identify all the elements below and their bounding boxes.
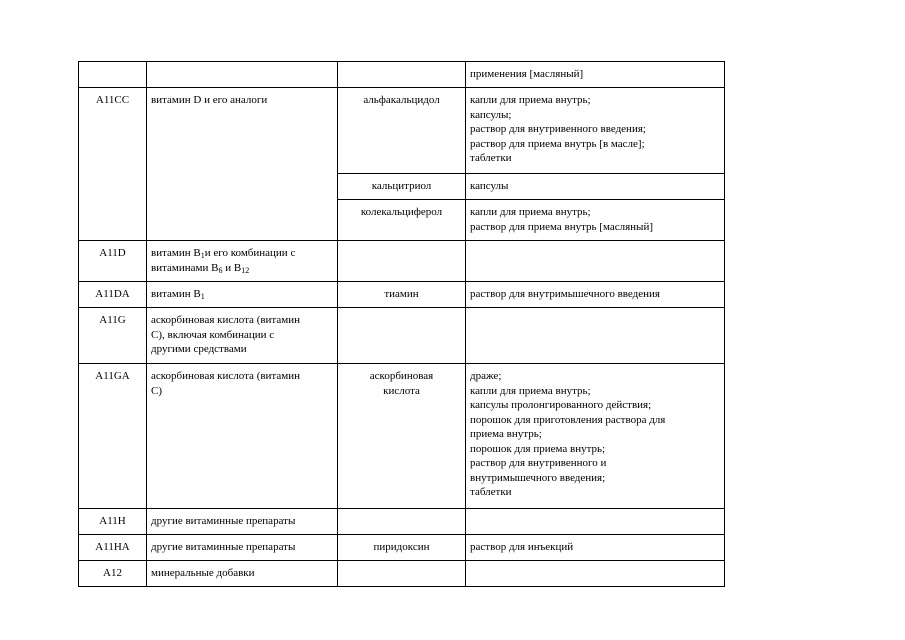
group-line: аскорбиновая кислота (витамин <box>151 314 300 326</box>
table-row <box>79 241 725 282</box>
group-cell: другие витаминные препараты <box>147 509 338 535</box>
group-line: аскорбиновая кислота (витамин <box>151 370 300 382</box>
table-row <box>79 509 725 535</box>
inn-cell <box>338 62 466 88</box>
dosage-form-line: капли для приема внутрь; <box>470 384 591 397</box>
inn-cell: пиридоксин <box>338 535 466 561</box>
inn-line: аскорбиновая <box>369 370 434 382</box>
group-line: витамин $B_1и$ его комбинации с <box>151 247 296 260</box>
table-row <box>79 282 725 308</box>
dosage-form-cell <box>466 561 725 587</box>
dosage-form-line: раствор для приема внутрь [в масле]; <box>470 137 645 150</box>
dosage-form-cell <box>466 282 725 308</box>
dosage-form-cell <box>466 509 725 535</box>
group-cell <box>147 62 338 88</box>
group-cell <box>147 308 338 364</box>
dosage-form-line: порошок для приема внутрь; <box>470 442 606 455</box>
dosage-form-cell <box>466 364 725 509</box>
table-row <box>79 88 725 174</box>
dosage-form-line: драже; <box>470 370 502 382</box>
table-row <box>79 308 725 364</box>
atc-code-cell: A11HA <box>79 535 147 561</box>
dosage-form-line: раствор для приема внутрь [масляный] <box>470 220 653 233</box>
dosage-form-line: раствор для инъекций <box>470 541 574 553</box>
dosage-form-line: порошок для приготовления раствора для <box>470 413 666 426</box>
atc-code-cell <box>79 62 147 88</box>
inn-cell <box>338 509 466 535</box>
group-cell: другие витаминные препараты <box>147 535 338 561</box>
dosage-form-line: раствор для внутривенного введения; <box>470 123 646 135</box>
dosage-form-line: раствор для внутривенного и <box>470 457 607 469</box>
dosage-form-line: капсулы пролонгированного действия; <box>470 399 652 411</box>
dosage-form-cell <box>466 308 725 364</box>
dosage-form-cell <box>466 62 725 88</box>
dosage-form-line: таблетки <box>470 486 512 498</box>
dosage-form-line: капли для приема внутрь; <box>470 94 591 106</box>
table-row <box>79 364 725 509</box>
drug-table <box>78 61 725 587</box>
inn-cell <box>338 561 466 587</box>
group-cell <box>147 364 338 509</box>
dosage-form-line: внутримышечного введения; <box>470 471 606 484</box>
inn-cell: тиамин <box>338 282 466 308</box>
atc-code-cell: A12 <box>79 561 147 587</box>
dosage-form-line: таблетки <box>470 152 512 164</box>
atc-code-cell: A11H <box>79 509 147 535</box>
atc-code-cell: A11CC <box>79 88 147 241</box>
dosage-form-line: применения [масляный] <box>470 68 584 80</box>
table-row <box>79 62 725 88</box>
inn-cell <box>338 241 466 282</box>
dosage-form-cell <box>466 241 725 282</box>
table-row <box>79 561 725 587</box>
atc-code-cell: A11D <box>79 241 147 282</box>
inn-line: кислота <box>383 384 420 397</box>
dosage-form-line: капли для приема внутрь; <box>470 206 591 218</box>
group-cell <box>147 241 338 282</box>
inn-cell <box>338 364 466 509</box>
dosage-form-line: капсулы <box>470 180 509 192</box>
group-line: витаминами $B_6$ и $B_{12}$ <box>151 261 250 275</box>
group-line: C), включая комбинации с <box>151 328 275 341</box>
atc-code-cell: A11GA <box>79 364 147 509</box>
group-cell: витамин D и его аналоги <box>147 88 338 241</box>
dosage-form-line: приема внутрь; <box>470 428 542 440</box>
group-cell: витамин $B_1$ <box>147 282 338 308</box>
dosage-form-cell <box>466 88 725 174</box>
inn-cell <box>338 308 466 364</box>
atc-code-cell: A11DA <box>79 282 147 308</box>
dosage-form-cell <box>466 200 725 241</box>
dosage-form-line: раствор для внутримышечного введения <box>470 288 660 300</box>
table-row <box>79 535 725 561</box>
inn-cell: кальцитриол <box>338 174 466 200</box>
dosage-form-cell <box>466 535 725 561</box>
dosage-form-line: капсулы; <box>470 108 512 121</box>
dosage-form-cell <box>466 174 725 200</box>
inn-cell: колекальциферол <box>338 200 466 241</box>
group-cell: минеральные добавки <box>147 561 338 587</box>
group-line: C) <box>151 384 162 397</box>
inn-cell: альфакальцидол <box>338 88 466 174</box>
group-line: другими средствами <box>151 343 247 355</box>
atc-code-cell: A11G <box>79 308 147 364</box>
